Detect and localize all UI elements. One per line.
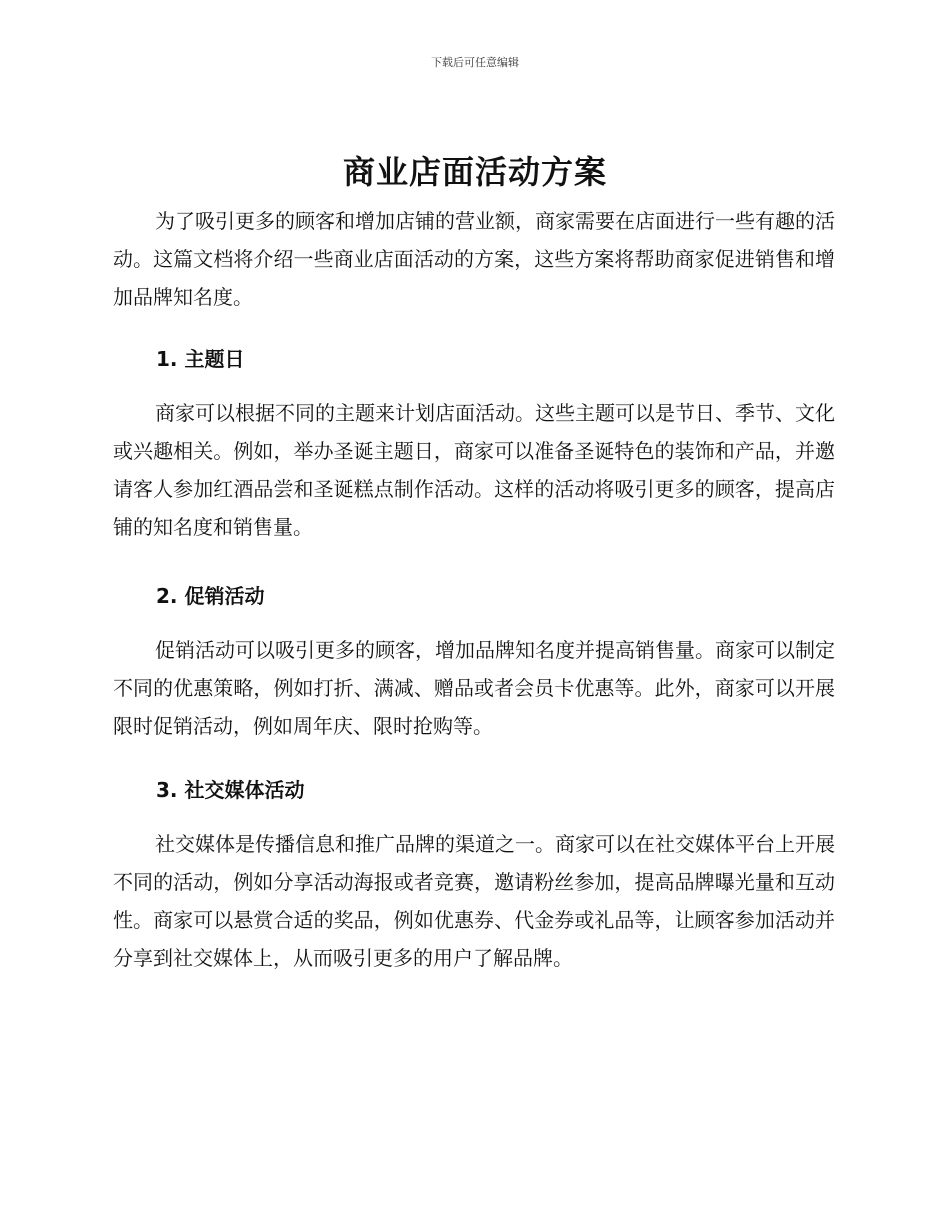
section-heading-promotion: 2. 促销活动 xyxy=(156,584,265,608)
section-body-promotion: 促销活动可以吸引更多的顾客，增加品牌知名度并提高销售量。商家可以制定不同的优惠策略，例如打折、满减、赠品或者会员卡优惠等。此外，商家可以开展限时促销活动，例如周年庆、限时抢购等。 xyxy=(113,638,835,738)
intro-paragraph: 为了吸引更多的顾客和增加店铺的营业额，商家需要在店面进行一些有趣的活动。这篇文档将介绍一些商业店面活动的方案，这些方案将帮助商家促进销售和增加品牌知名度。 xyxy=(113,209,835,309)
section-body-theme-day: 商家可以根据不同的主题来计划店面活动。这些主题可以是节日、季节、文化或兴趣相关。例如，举办圣诞主题日，商家可以准备圣诞特色的装饰和产品，并邀请客人参加红酒品尝和圣诞糕点制作活动。这样的活动将吸引更多的顾客，提高店铺的知名度和销售量。 xyxy=(113,401,835,539)
page-header: 下载后可任意编辑 xyxy=(431,56,519,69)
section-heading-social-media: 3. 社交媒体活动 xyxy=(156,778,305,802)
section-heading-theme-day: 1. 主题日 xyxy=(156,347,245,371)
document-title: 商业店面活动方案 xyxy=(342,153,607,191)
section-body-social-media: 社交媒体是传播信息和推广品牌的渠道之一。商家可以在社交媒体平台上开展不同的活动，例如分享活动海报或者竞赛，邀请粉丝参加，提高品牌曝光量和互动性。商家可以悬赏合适的奖品，例如优惠券、代金券或礼品等，让顾客参加活动并分享到社交媒体上，从而吸引更多的用户了解品牌。 xyxy=(113,832,835,970)
